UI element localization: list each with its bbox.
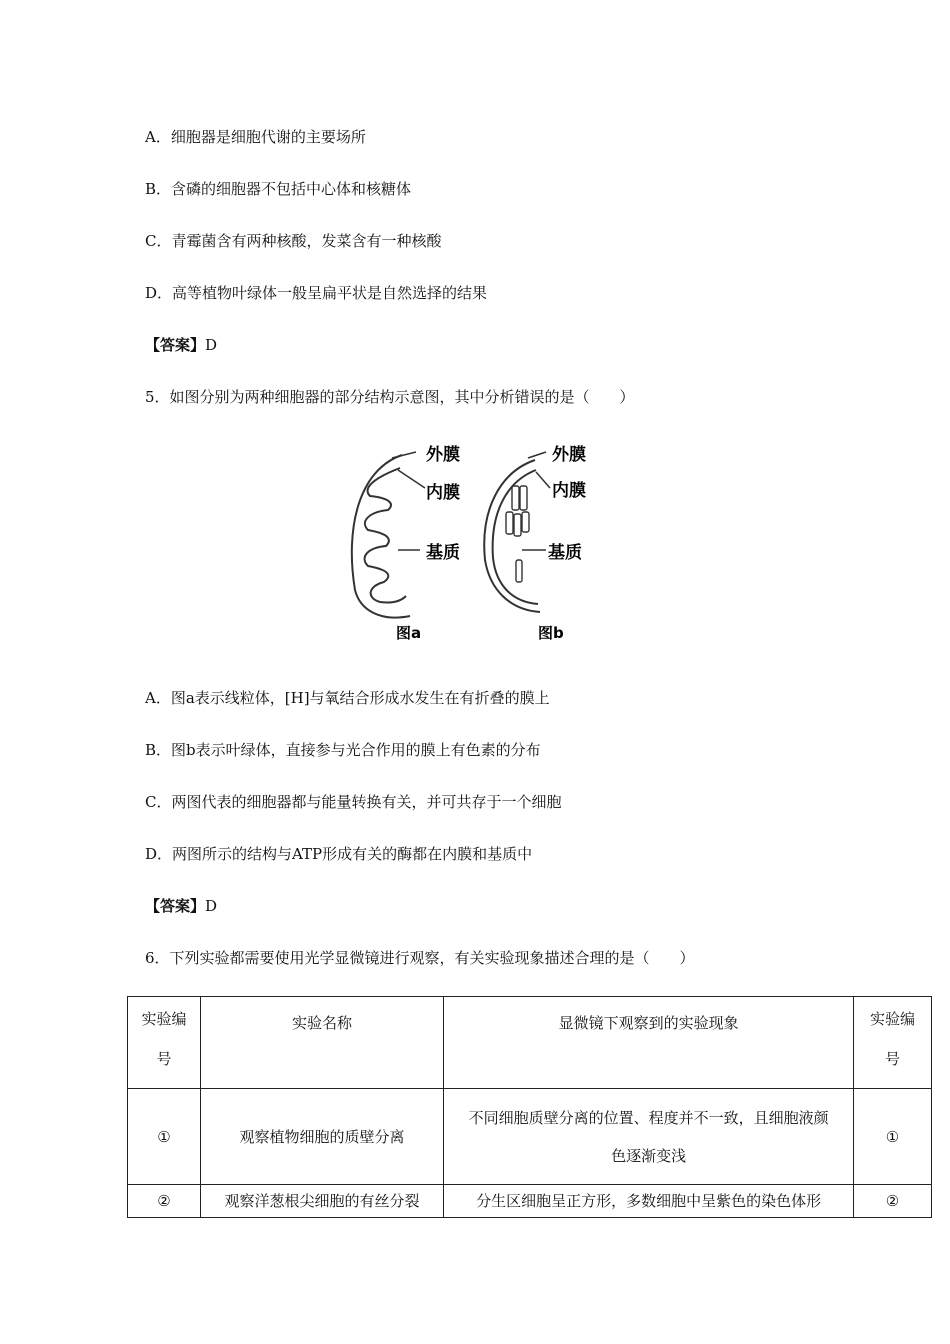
q4-option-d: D．高等植物叶绿体一般呈扁平状是自然选择的结果 [145, 284, 488, 302]
q4-answer [145, 335, 217, 355]
header-cell: 实验编号 [128, 997, 201, 1089]
label-outer-a: 外膜 [426, 445, 460, 465]
header-cell: 实验编号 [854, 997, 932, 1089]
inner-membrane-a [365, 468, 406, 603]
q4-option-a: A．细胞器是细胞代谢的主要场所 [145, 128, 366, 146]
table-row [128, 1185, 932, 1218]
table-cell: ② [854, 1185, 932, 1218]
thylakoid-stacks [506, 486, 529, 582]
table-header-row [128, 997, 932, 1089]
q4-option-b: B．含磷的细胞器不包括中心体和核糖体 [145, 180, 412, 198]
table-cell: 分生区细胞呈正方形，多数细胞中呈紫色的染色体形 [444, 1185, 854, 1218]
organelle-figure [340, 430, 610, 645]
q4-option-c: C．青霉菌含有两种核酸，发菜含有一种核酸 [145, 232, 442, 250]
table-cell: 观察植物细胞的质壁分离 [200, 1089, 443, 1185]
label-inner-b: 内膜 [552, 481, 586, 501]
q5-answer [145, 896, 217, 916]
answer-value: D [205, 897, 218, 915]
table-cell: ① [128, 1089, 201, 1185]
q6-stem: 6．下列实验都需要使用光学显微镜进行观察，有关实验现象描述合理的是（ ） [145, 949, 695, 967]
q5-option-a: A．图a表示线粒体，[H]与氧结合形成水发生在有折叠的膜上 [145, 689, 550, 707]
table-cell: 观察洋葱根尖细胞的有丝分裂 [200, 1185, 443, 1218]
chloroplast-diagram [484, 460, 540, 612]
q5-stem: 5．如图分别为两种细胞器的部分结构示意图，其中分析错误的是（ ） [145, 388, 635, 406]
q5-option-d: D．两图所示的结构与ATP形成有关的酶都在内膜和基质中 [145, 845, 533, 863]
caption-a: 图a [396, 624, 422, 642]
table-cell: 不同细胞质壁分离的位置、程度并不一致，且细胞液颜色逐渐变浅 [444, 1089, 854, 1185]
experiment-table [127, 996, 932, 1218]
label-inner-a: 内膜 [426, 483, 460, 503]
answer-label: 【答案】 [145, 336, 206, 354]
answer-value: D [205, 336, 218, 354]
answer-label: 【答案】 [145, 897, 206, 915]
table-row [128, 1089, 932, 1185]
label-outer-b: 外膜 [552, 445, 586, 465]
label-matrix-b: 基质 [548, 543, 582, 563]
label-matrix-a: 基质 [426, 543, 460, 563]
header-cell: 显微镜下观察到的实验现象 [444, 997, 854, 1089]
q5-option-b: B．图b表示叶绿体，直接参与光合作用的膜上有色素的分布 [145, 741, 541, 759]
outer-membrane-a [352, 455, 410, 618]
caption-b: 图b [538, 624, 564, 642]
mitochondrion-diagram [352, 455, 410, 618]
header-cell: 实验名称 [200, 997, 443, 1089]
table-cell: ② [128, 1185, 201, 1218]
q5-option-c: C．两图代表的细胞器都与能量转换有关，并可共存于一个细胞 [145, 793, 562, 811]
table-cell: ① [854, 1089, 932, 1185]
